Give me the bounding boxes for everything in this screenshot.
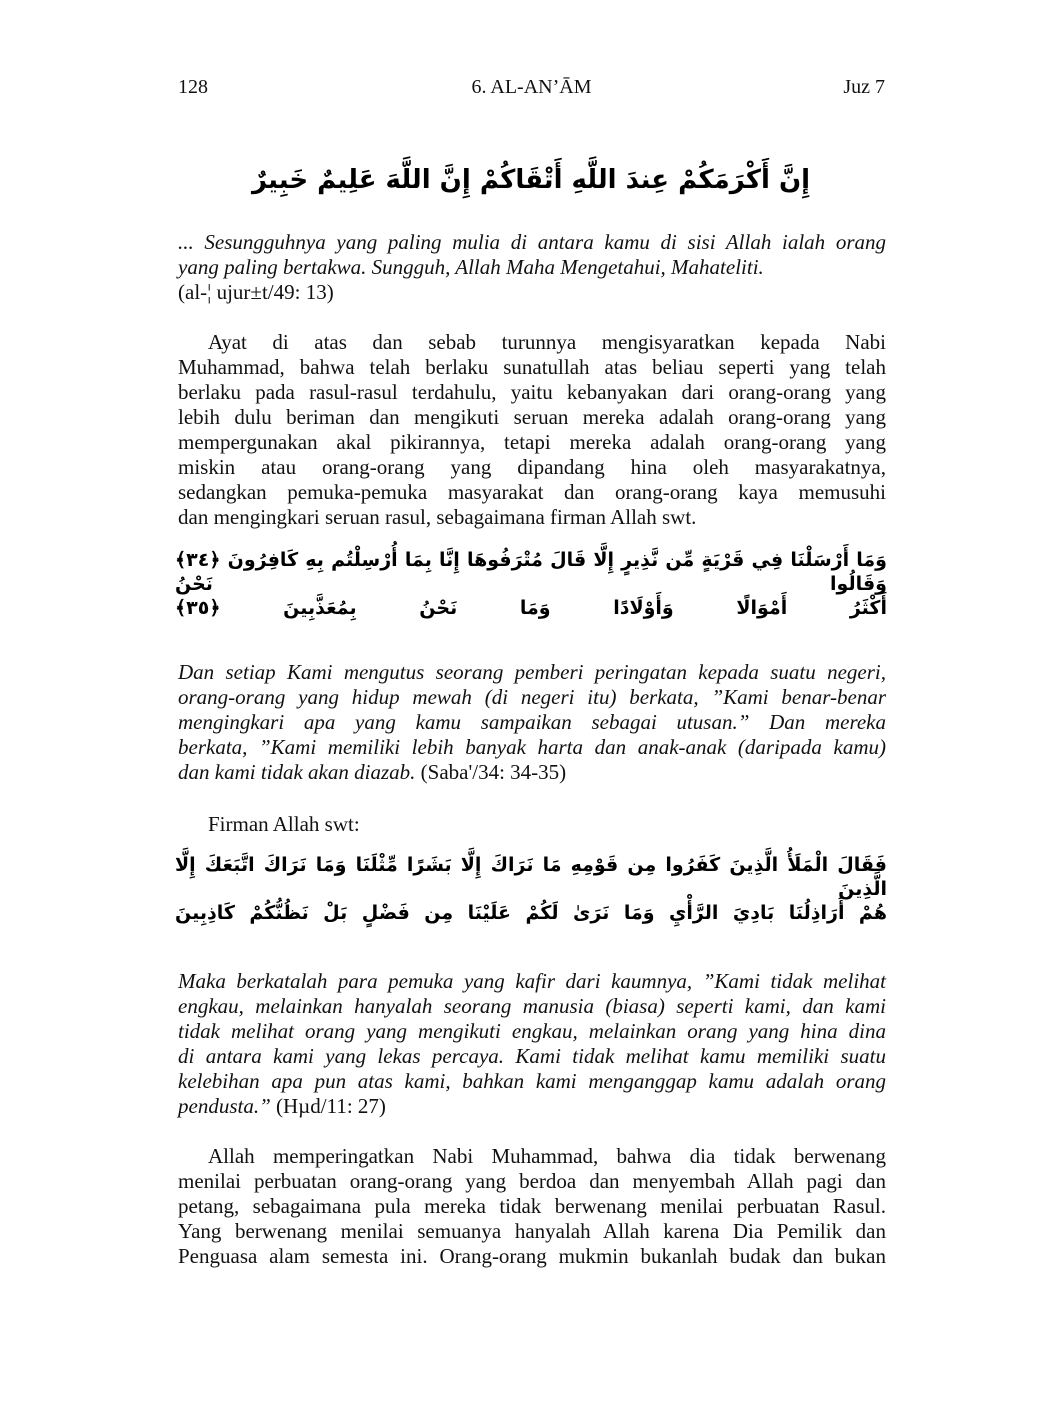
text-line-content: Maka berkatalah para pemuka yang kafir dari kaumnya, ”Kami tidak melihat (178, 969, 886, 993)
text-line-content: miskin atau orang-orang yang dipandang hina oleh masyarakatnya, (178, 455, 886, 479)
text-line (178, 685, 886, 710)
verse-translation (178, 969, 886, 1119)
text-line (178, 994, 886, 1019)
text-line-content: mengingkari apa yang kamu sampaikan sebagai utusan.” Dan mereka (178, 710, 886, 734)
text-line-content: dan mengingkari seruan rasul, sebagaimana firman Allah swt. (178, 505, 697, 529)
text-line-content: Allah memperingatkan Nabi Muhammad, bahwa dia tidak berwenang (208, 1144, 886, 1168)
arabic-verse (175, 160, 887, 200)
text-line (178, 735, 886, 760)
arabic-verse-line: إِنَّ أَكْرَمَكُمْ عِندَ اللَّهِ أَتْقَاكُمْ إِنَّ اللَّهَ عَلِيمٌ خَبِيرٌ (251, 165, 811, 195)
text-line-content: menilai perbuatan orang-orang yang berdoa dan menyembah Allah pagi dan (178, 1169, 886, 1193)
text-line (178, 710, 886, 735)
body-paragraph (178, 1144, 886, 1269)
text-line (178, 255, 886, 280)
text-line (178, 812, 886, 837)
page-number: 128 (178, 76, 208, 98)
text-line-content: ... Sesungguhnya yang paling mulia di antara kamu di sisi Allah ialah orang (178, 230, 886, 254)
text-line-content: berkata, ”Kami memiliki lebih banyak harta dan anak-anak (daripada kamu) (178, 735, 886, 759)
text-line (178, 1144, 886, 1169)
text-line (178, 969, 886, 994)
text-line (178, 1069, 886, 1094)
text-line (178, 355, 886, 380)
text-line (178, 405, 886, 430)
text-line-content: Muhammad, bahwa telah berlaku sunatullah atas beliau seperti yang telah (178, 355, 886, 379)
text-line (178, 455, 886, 480)
text-line-content: dan kami tidak akan diazab. (178, 760, 416, 784)
verse-reference: (Hµd/11: 27) (276, 1094, 386, 1118)
text-line-content: Penguasa alam semesta ini. Orang-orang mukmin bukanlah budak dan bukan (178, 1244, 886, 1268)
arabic-verse-line: فَقَالَ الْمَلَأُ الَّذِينَ كَفَرُوا مِن قَوْمِهِ مَا نَرَاكَ إِلَّا بَشَرًا مِّثْلَنَا وَمَا نَرَاكَ اتَّبَعَكَ إِلَّا الَّذِينَ (175, 854, 887, 900)
text-line-content: berlaku pada rasul-rasul terdahulu, yaitu kebanyakan dari orang-orang yang (178, 380, 886, 404)
arabic-verse-line: أَكْثَرُ أَمْوَالًا وَأَوْلَادًا وَمَا نَحْنُ بِمُعَذَّبِينَ ﴿٣٥﴾ (175, 597, 887, 619)
text-line (178, 430, 886, 455)
text-line-content: Firman Allah swt: (208, 812, 360, 836)
juz-label: Juz 7 (843, 76, 885, 98)
text-line-content: di antara kami yang lekas percaya. Kami tidak melihat kamu memiliki suatu (178, 1044, 886, 1068)
text-line-content: orang-orang yang hidup mewah (di negeri itu) berkata, ”Kami benar-benar (178, 685, 886, 709)
text-line-content: Dan setiap Kami mengutus seorang pemberi peringatan kepada suatu negeri, (178, 660, 886, 684)
text-line (178, 1094, 886, 1119)
text-line (178, 1244, 886, 1269)
text-line (178, 760, 886, 785)
verse-translation (178, 660, 886, 785)
text-line (178, 480, 886, 505)
text-line-content: Yang berwenang menilai semuanya hanyalah Allah karena Dia Pemilik dan (178, 1219, 886, 1243)
chapter-title: 6. AL-AN’ĀM (471, 76, 592, 98)
text-line-content: kelebihan apa pun atas kami, bahkan kami menganggap kamu adalah orang (178, 1069, 886, 1093)
verse-reference: (al-¦ ujur±t/49: 13) (178, 280, 334, 304)
text-line-content: Ayat di atas dan sebab turunnya mengisyaratkan kepada Nabi (208, 330, 886, 354)
text-line (178, 505, 886, 530)
text-line-content: engkau, melainkan hanyalah seorang manusia (biasa) seperti kami, dan kami (178, 994, 886, 1018)
text-line-content: tidak melihat orang yang mengikuti engkau, melainkan orang yang hina dina (178, 1019, 886, 1043)
text-line (178, 230, 886, 255)
text-line-content: mempergunakan akal pikirannya, tetapi mereka adalah orang-orang yang (178, 430, 886, 454)
text-line (178, 1019, 886, 1044)
arabic-verse (175, 548, 887, 620)
arabic-verse-line: هُمْ أَرَاذِلُنَا بَادِيَ الرَّأْيِ وَمَا نَرَىٰ لَكُمْ عَلَيْنَا مِن فَضْلٍ بَلْ نَظُنُّكُمْ كَاذِبِينَ (175, 902, 887, 924)
arabic-verse-line: وَمَا أَرْسَلْنَا فِي قَرْيَةٍ مِّن نَّذِيرٍ إِلَّا قَالَ مُتْرَفُوهَا إِنَّا بِمَا أُرْسِلْتُم بِهِ كَافِرُونَ ﴿٣٤﴾ وَقَالُوا نَحْنُ (175, 549, 887, 595)
text-line-content: pendusta.” (178, 1094, 271, 1118)
text-line-content: sedangkan pemuka-pemuka masyarakat dan orang-orang kaya memusuhi (178, 480, 886, 504)
text-line (178, 1044, 886, 1069)
verse-reference: (Saba'/34: 34-35) (420, 760, 567, 784)
text-line (178, 330, 886, 355)
text-line (178, 1194, 886, 1219)
text-line (178, 660, 886, 685)
text-line-content: lebih dulu beriman dan mengikuti seruan mereka adalah orang-orang yang (178, 405, 886, 429)
arabic-verse (175, 853, 887, 925)
verse-translation (178, 230, 886, 305)
text-line-content: yang paling bertakwa. Sungguh, Allah Maha Mengetahui, Mahateliti. (178, 255, 764, 279)
body-paragraph (178, 812, 886, 837)
text-line (178, 1169, 886, 1194)
body-paragraph (178, 330, 886, 530)
text-line (178, 380, 886, 405)
text-line-content: petang, sebagaimana pula mereka tidak berwenang menilai perbuatan Rasul. (178, 1194, 886, 1218)
text-line (178, 1219, 886, 1244)
